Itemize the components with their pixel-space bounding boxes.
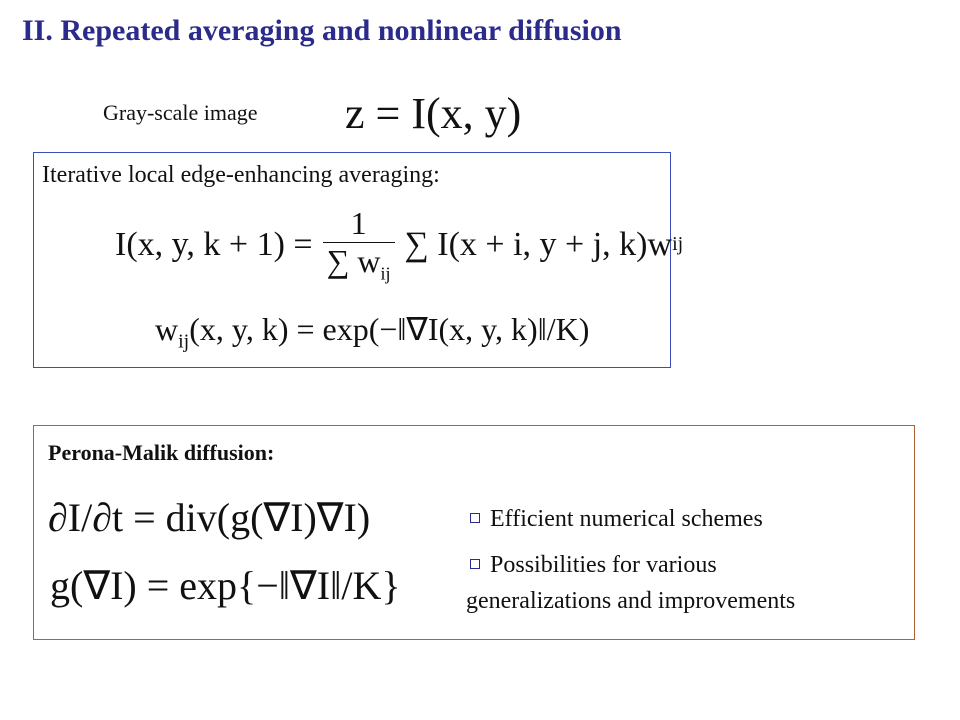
slide-title: II. Repeated averaging and nonlinear diffusion	[22, 14, 622, 47]
gray-scale-formula: z = I(x, y)	[345, 89, 522, 138]
diffusivity-function: g(∇I) = exp{−‖∇I‖/K}	[50, 563, 401, 608]
averaging-formula-rhs: ∑ I(x + i, y + j, k)w	[404, 225, 673, 263]
bullet-possibilities	[470, 552, 717, 579]
checkbox-bullet-icon	[470, 559, 480, 569]
weight-formula	[155, 310, 589, 353]
gray-scale-label: Gray-scale image	[103, 100, 258, 125]
weight-formula-lhs: w	[155, 311, 179, 347]
diffusion-equation: ∂I/∂t = div(g(∇I)∇I)	[48, 495, 371, 540]
averaging-fraction-numerator: 1	[323, 205, 395, 243]
weight-formula-rhs: (x, y, k) = exp(−‖∇I(x, y, k)‖/K)	[189, 311, 590, 347]
denominator-sum: ∑ w	[326, 243, 381, 279]
bullet-possibilities-text: Possibilities for various	[490, 552, 717, 578]
averaging-fraction-denominator	[323, 243, 395, 284]
weight-formula-subscript: ij	[178, 330, 190, 353]
checkbox-bullet-icon	[470, 513, 480, 523]
bullet-possibilities-continuation: generalizations and improvements	[466, 588, 796, 614]
averaging-formula	[115, 205, 683, 284]
edge-averaging-heading: Iterative local edge-enhancing averaging:	[42, 162, 440, 188]
averaging-formula-lhs: I(x, y, k + 1) =	[115, 225, 313, 263]
averaging-fraction	[323, 205, 395, 284]
bullet-efficient-schemes	[470, 506, 763, 533]
denominator-subscript: ij	[380, 263, 391, 284]
bullet-efficient-schemes-text: Efficient numerical schemes	[490, 506, 763, 532]
perona-malik-heading: Perona-Malik diffusion:	[48, 440, 275, 465]
averaging-formula-rhs-subscript: ij	[672, 233, 684, 256]
